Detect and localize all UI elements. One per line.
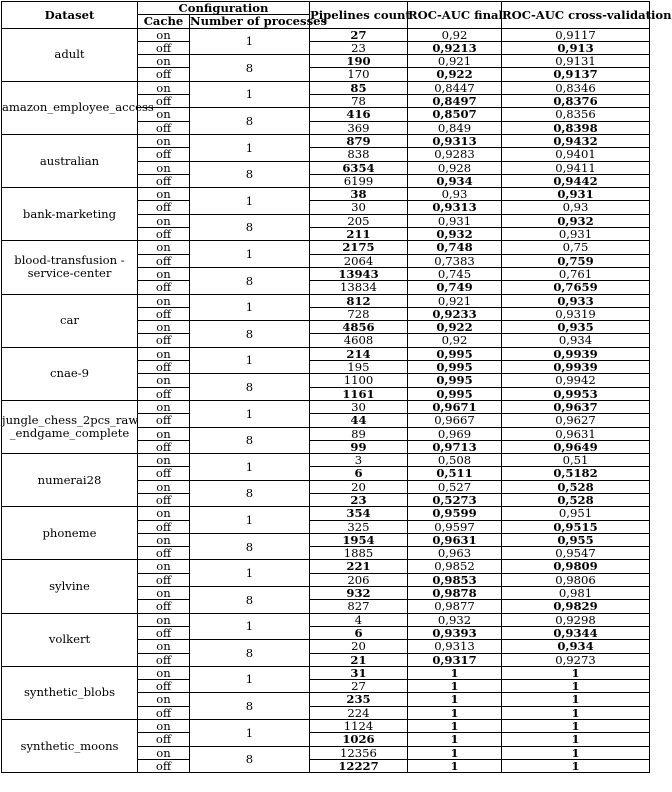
roc-auc-final-cell: 1 bbox=[408, 680, 502, 693]
roc-auc-cv-cell: 0,9953 bbox=[502, 387, 650, 400]
pipelines-count-cell: 13943 bbox=[310, 267, 408, 280]
roc-auc-cv-cell: 0,913 bbox=[502, 41, 650, 54]
roc-auc-cv-cell: 0,9319 bbox=[502, 307, 650, 320]
roc-auc-final-cell: 0,92 bbox=[408, 334, 502, 347]
header-dataset: Dataset bbox=[2, 2, 138, 29]
pipelines-count-cell: 195 bbox=[310, 361, 408, 374]
pipelines-count-cell: 221 bbox=[310, 560, 408, 573]
cache-cell: on bbox=[138, 81, 190, 94]
pipelines-count-cell: 4 bbox=[310, 613, 408, 626]
pipelines-count-cell: 4608 bbox=[310, 334, 408, 347]
pipelines-count-cell: 6 bbox=[310, 467, 408, 480]
pipelines-count-cell: 78 bbox=[310, 95, 408, 108]
cache-cell: off bbox=[138, 467, 190, 480]
cache-cell: off bbox=[138, 573, 190, 586]
pipelines-count-cell: 170 bbox=[310, 68, 408, 81]
dataset-cell: numerai28 bbox=[2, 454, 138, 507]
roc-auc-final-cell: 0,931 bbox=[408, 214, 502, 227]
pipelines-count-cell: 23 bbox=[310, 41, 408, 54]
pipelines-count-cell: 838 bbox=[310, 148, 408, 161]
cache-cell: off bbox=[138, 387, 190, 400]
roc-auc-final-cell: 0,921 bbox=[408, 55, 502, 68]
header-row bbox=[2, 2, 650, 15]
num-processes-cell: 1 bbox=[190, 294, 310, 321]
num-processes-cell: 1 bbox=[190, 134, 310, 161]
roc-auc-final-cell: 0,9671 bbox=[408, 400, 502, 413]
pipelines-count-cell: 6199 bbox=[310, 174, 408, 187]
roc-auc-final-cell: 0,8447 bbox=[408, 81, 502, 94]
roc-auc-final-cell: 0,934 bbox=[408, 174, 502, 187]
num-processes-cell: 1 bbox=[190, 347, 310, 374]
cache-cell: on bbox=[138, 720, 190, 733]
table-row bbox=[2, 347, 650, 360]
roc-auc-final-cell: 1 bbox=[408, 759, 502, 772]
roc-auc-cv-cell: 0,935 bbox=[502, 321, 650, 334]
roc-auc-final-cell: 0,527 bbox=[408, 480, 502, 493]
roc-auc-cv-cell: 1 bbox=[502, 666, 650, 679]
pipelines-count-cell: 30 bbox=[310, 400, 408, 413]
cache-cell: on bbox=[138, 427, 190, 440]
pipelines-count-cell: 6354 bbox=[310, 161, 408, 174]
cache-cell: on bbox=[138, 666, 190, 679]
roc-auc-cv-cell: 0,761 bbox=[502, 267, 650, 280]
roc-auc-final-cell: 0,9877 bbox=[408, 600, 502, 613]
cache-cell: on bbox=[138, 693, 190, 706]
cache-cell: on bbox=[138, 374, 190, 387]
pipelines-count-cell: 38 bbox=[310, 188, 408, 201]
cache-cell: on bbox=[138, 347, 190, 360]
num-processes-cell: 1 bbox=[190, 720, 310, 747]
roc-auc-cv-cell: 1 bbox=[502, 733, 650, 746]
header-pipelines-count: Pipelines count bbox=[310, 2, 408, 29]
table-row bbox=[2, 666, 650, 679]
num-processes-cell: 1 bbox=[190, 560, 310, 587]
header-roc-auc-cv: ROC-AUC cross-validation bbox=[502, 2, 650, 29]
roc-auc-final-cell: 0,849 bbox=[408, 121, 502, 134]
dataset-cell: sylvine bbox=[2, 560, 138, 613]
roc-auc-cv-cell: 1 bbox=[502, 693, 650, 706]
cache-cell: off bbox=[138, 121, 190, 134]
pipelines-count-cell: 20 bbox=[310, 640, 408, 653]
roc-auc-final-cell: 0,7383 bbox=[408, 254, 502, 267]
results-table bbox=[1, 1, 672, 773]
pipelines-count-cell: 206 bbox=[310, 573, 408, 586]
dataset-cell: jungle_chess_2pcs_raw _endgame_complete bbox=[2, 400, 138, 453]
header-num-processes: Number of processes bbox=[190, 14, 328, 29]
cache-cell: off bbox=[138, 68, 190, 81]
roc-auc-cv-cell: 1 bbox=[502, 680, 650, 693]
roc-auc-cv-cell: 0,9131 bbox=[502, 55, 650, 68]
cache-cell: off bbox=[138, 706, 190, 719]
roc-auc-cv-cell: 0,75 bbox=[502, 241, 650, 254]
roc-auc-final-cell: 1 bbox=[408, 693, 502, 706]
cache-cell: on bbox=[138, 640, 190, 653]
roc-auc-final-cell: 0,921 bbox=[408, 294, 502, 307]
pipelines-count-cell: 12356 bbox=[310, 746, 408, 759]
cache-cell: off bbox=[138, 41, 190, 54]
roc-auc-cv-cell: 0,5182 bbox=[502, 467, 650, 480]
roc-auc-cv-cell: 0,528 bbox=[502, 480, 650, 493]
num-processes-cell: 1 bbox=[190, 188, 310, 215]
pipelines-count-cell: 416 bbox=[310, 108, 408, 121]
roc-auc-cv-cell: 0,9137 bbox=[502, 68, 650, 81]
num-processes-cell: 1 bbox=[190, 507, 310, 534]
roc-auc-cv-cell: 1 bbox=[502, 759, 650, 772]
roc-auc-cv-cell: 0,8346 bbox=[502, 81, 650, 94]
dataset-cell: bank-marketing bbox=[2, 188, 138, 241]
num-processes-cell: 8 bbox=[190, 321, 310, 348]
pipelines-count-cell: 85 bbox=[310, 81, 408, 94]
num-processes-cell: 8 bbox=[190, 214, 310, 241]
roc-auc-final-cell: 0,9713 bbox=[408, 440, 502, 453]
pipelines-count-cell: 21 bbox=[310, 653, 408, 666]
cache-cell: off bbox=[138, 281, 190, 294]
dataset-cell: phoneme bbox=[2, 507, 138, 560]
cache-cell: on bbox=[138, 188, 190, 201]
table-row bbox=[2, 81, 650, 94]
roc-auc-cv-cell: 0,9401 bbox=[502, 148, 650, 161]
roc-auc-final-cell: 0,995 bbox=[408, 374, 502, 387]
roc-auc-final-cell: 0,995 bbox=[408, 347, 502, 360]
cache-cell: off bbox=[138, 361, 190, 374]
roc-auc-cv-cell: 0,931 bbox=[502, 228, 650, 241]
roc-auc-final-cell: 0,9317 bbox=[408, 653, 502, 666]
pipelines-count-cell: 89 bbox=[310, 427, 408, 440]
roc-auc-final-cell: 0,995 bbox=[408, 387, 502, 400]
roc-auc-cv-cell: 0,51 bbox=[502, 454, 650, 467]
roc-auc-final-cell: 0,511 bbox=[408, 467, 502, 480]
cache-cell: off bbox=[138, 653, 190, 666]
cache-cell: off bbox=[138, 148, 190, 161]
pipelines-count-cell: 1885 bbox=[310, 547, 408, 560]
dataset-cell: synthetic_blobs bbox=[2, 666, 138, 719]
cache-cell: on bbox=[138, 321, 190, 334]
roc-auc-cv-cell: 0,981 bbox=[502, 587, 650, 600]
num-processes-cell: 8 bbox=[190, 587, 310, 614]
pipelines-count-cell: 812 bbox=[310, 294, 408, 307]
cache-cell: on bbox=[138, 214, 190, 227]
roc-auc-cv-cell: 0,951 bbox=[502, 507, 650, 520]
pipelines-count-cell: 27 bbox=[310, 680, 408, 693]
pipelines-count-cell: 1161 bbox=[310, 387, 408, 400]
cache-cell: on bbox=[138, 241, 190, 254]
cache-cell: on bbox=[138, 613, 190, 626]
cache-cell: on bbox=[138, 55, 190, 68]
cache-cell: off bbox=[138, 254, 190, 267]
num-processes-cell: 8 bbox=[190, 267, 310, 294]
roc-auc-cv-cell: 0,9627 bbox=[502, 414, 650, 427]
num-processes-cell: 8 bbox=[190, 480, 310, 507]
pipelines-count-cell: 354 bbox=[310, 507, 408, 520]
num-processes-cell: 1 bbox=[190, 613, 310, 640]
roc-auc-final-cell: 0,9667 bbox=[408, 414, 502, 427]
dataset-cell: cnae-9 bbox=[2, 347, 138, 400]
table-row bbox=[2, 613, 650, 626]
roc-auc-final-cell: 0,928 bbox=[408, 161, 502, 174]
dataset-cell: car bbox=[2, 294, 138, 347]
roc-auc-final-cell: 1 bbox=[408, 733, 502, 746]
cache-cell: on bbox=[138, 294, 190, 307]
cache-cell: off bbox=[138, 414, 190, 427]
roc-auc-cv-cell: 0,93 bbox=[502, 201, 650, 214]
roc-auc-final-cell: 0,932 bbox=[408, 613, 502, 626]
num-processes-cell: 1 bbox=[190, 454, 310, 481]
table-row bbox=[2, 720, 650, 733]
pipelines-count-cell: 2175 bbox=[310, 241, 408, 254]
roc-auc-final-cell: 0,9313 bbox=[408, 201, 502, 214]
num-processes-cell: 8 bbox=[190, 55, 310, 82]
header-roc-auc-final: ROC-AUC final bbox=[408, 2, 502, 29]
pipelines-count-cell: 13834 bbox=[310, 281, 408, 294]
roc-auc-final-cell: 1 bbox=[408, 720, 502, 733]
pipelines-count-cell: 235 bbox=[310, 693, 408, 706]
roc-auc-cv-cell: 0,9649 bbox=[502, 440, 650, 453]
roc-auc-final-cell: 0,922 bbox=[408, 321, 502, 334]
pipelines-count-cell: 932 bbox=[310, 587, 408, 600]
dataset-cell: volkert bbox=[2, 613, 138, 666]
roc-auc-cv-cell: 0,7659 bbox=[502, 281, 650, 294]
cache-cell: on bbox=[138, 454, 190, 467]
roc-auc-cv-cell: 0,528 bbox=[502, 493, 650, 506]
dataset-cell: synthetic_moons bbox=[2, 720, 138, 773]
pipelines-count-cell: 27 bbox=[310, 28, 408, 41]
roc-auc-cv-cell: 0,931 bbox=[502, 188, 650, 201]
pipelines-count-cell: 99 bbox=[310, 440, 408, 453]
cache-cell: off bbox=[138, 520, 190, 533]
roc-auc-cv-cell: 0,8398 bbox=[502, 121, 650, 134]
pipelines-count-cell: 30 bbox=[310, 201, 408, 214]
roc-auc-cv-cell: 0,9273 bbox=[502, 653, 650, 666]
table-row bbox=[2, 560, 650, 573]
pipelines-count-cell: 3 bbox=[310, 454, 408, 467]
pipelines-count-cell: 20 bbox=[310, 480, 408, 493]
roc-auc-final-cell: 0,969 bbox=[408, 427, 502, 440]
cache-cell: on bbox=[138, 267, 190, 280]
roc-auc-cv-cell: 0,9939 bbox=[502, 361, 650, 374]
roc-auc-final-cell: 0,9853 bbox=[408, 573, 502, 586]
cache-cell: off bbox=[138, 547, 190, 560]
roc-auc-final-cell: 0,9599 bbox=[408, 507, 502, 520]
table-row bbox=[2, 507, 650, 520]
roc-auc-cv-cell: 0,9637 bbox=[502, 400, 650, 413]
roc-auc-final-cell: 0,9878 bbox=[408, 587, 502, 600]
cache-cell: on bbox=[138, 161, 190, 174]
table-row bbox=[2, 28, 650, 41]
roc-auc-cv-cell: 0,9411 bbox=[502, 161, 650, 174]
pipelines-count-cell: 44 bbox=[310, 414, 408, 427]
roc-auc-final-cell: 1 bbox=[408, 666, 502, 679]
roc-auc-cv-cell: 0,9829 bbox=[502, 600, 650, 613]
roc-auc-final-cell: 0,9597 bbox=[408, 520, 502, 533]
results-table-container bbox=[1, 1, 672, 773]
num-processes-cell: 1 bbox=[190, 28, 310, 55]
roc-auc-cv-cell: 0,9442 bbox=[502, 174, 650, 187]
roc-auc-final-cell: 0,963 bbox=[408, 547, 502, 560]
pipelines-count-cell: 190 bbox=[310, 55, 408, 68]
pipelines-count-cell: 1124 bbox=[310, 720, 408, 733]
roc-auc-final-cell: 0,8507 bbox=[408, 108, 502, 121]
cache-cell: off bbox=[138, 759, 190, 772]
cache-cell: off bbox=[138, 95, 190, 108]
roc-auc-final-cell: 0,932 bbox=[408, 228, 502, 241]
roc-auc-cv-cell: 0,9298 bbox=[502, 613, 650, 626]
num-processes-cell: 8 bbox=[190, 533, 310, 560]
roc-auc-cv-cell: 0,9939 bbox=[502, 347, 650, 360]
roc-auc-cv-cell: 0,955 bbox=[502, 533, 650, 546]
roc-auc-cv-cell: 0,9942 bbox=[502, 374, 650, 387]
roc-auc-final-cell: 0,5273 bbox=[408, 493, 502, 506]
num-processes-cell: 8 bbox=[190, 693, 310, 720]
num-processes-cell: 1 bbox=[190, 81, 310, 108]
roc-auc-cv-cell: 1 bbox=[502, 706, 650, 719]
num-processes-cell: 1 bbox=[190, 241, 310, 268]
pipelines-count-cell: 31 bbox=[310, 666, 408, 679]
cache-cell: on bbox=[138, 108, 190, 121]
pipelines-count-cell: 2064 bbox=[310, 254, 408, 267]
roc-auc-cv-cell: 0,8376 bbox=[502, 95, 650, 108]
roc-auc-final-cell: 0,508 bbox=[408, 454, 502, 467]
table-row bbox=[2, 400, 650, 413]
roc-auc-cv-cell: 0,9631 bbox=[502, 427, 650, 440]
roc-auc-cv-cell: 0,9432 bbox=[502, 134, 650, 147]
roc-auc-cv-cell: 0,932 bbox=[502, 214, 650, 227]
roc-auc-final-cell: 0,995 bbox=[408, 361, 502, 374]
roc-auc-cv-cell: 0,934 bbox=[502, 640, 650, 653]
cache-cell: on bbox=[138, 746, 190, 759]
num-processes-cell: 8 bbox=[190, 374, 310, 401]
roc-auc-final-cell: 0,9283 bbox=[408, 148, 502, 161]
header-configuration: Configuration bbox=[138, 2, 310, 15]
cache-cell: off bbox=[138, 201, 190, 214]
pipelines-count-cell: 211 bbox=[310, 228, 408, 241]
cache-cell: on bbox=[138, 400, 190, 413]
roc-auc-final-cell: 0,749 bbox=[408, 281, 502, 294]
num-processes-cell: 8 bbox=[190, 108, 310, 135]
pipelines-count-cell: 325 bbox=[310, 520, 408, 533]
num-processes-cell: 8 bbox=[190, 161, 310, 188]
roc-auc-cv-cell: 1 bbox=[502, 720, 650, 733]
pipelines-count-cell: 369 bbox=[310, 121, 408, 134]
roc-auc-final-cell: 0,9313 bbox=[408, 134, 502, 147]
roc-auc-final-cell: 0,9852 bbox=[408, 560, 502, 573]
dataset-cell: amazon_employee_access bbox=[2, 81, 138, 134]
pipelines-count-cell: 827 bbox=[310, 600, 408, 613]
cache-cell: off bbox=[138, 680, 190, 693]
roc-auc-final-cell: 0,9631 bbox=[408, 533, 502, 546]
roc-auc-final-cell: 0,93 bbox=[408, 188, 502, 201]
pipelines-count-cell: 879 bbox=[310, 134, 408, 147]
roc-auc-final-cell: 0,9213 bbox=[408, 41, 502, 54]
cache-cell: on bbox=[138, 134, 190, 147]
roc-auc-cv-cell: 0,9547 bbox=[502, 547, 650, 560]
roc-auc-final-cell: 0,9393 bbox=[408, 626, 502, 639]
pipelines-count-cell: 23 bbox=[310, 493, 408, 506]
roc-auc-final-cell: 0,8497 bbox=[408, 95, 502, 108]
roc-auc-cv-cell: 0,8356 bbox=[502, 108, 650, 121]
cache-cell: off bbox=[138, 174, 190, 187]
table-row bbox=[2, 454, 650, 467]
pipelines-count-cell: 1954 bbox=[310, 533, 408, 546]
pipelines-count-cell: 205 bbox=[310, 214, 408, 227]
pipelines-count-cell: 4856 bbox=[310, 321, 408, 334]
cache-cell: off bbox=[138, 600, 190, 613]
roc-auc-final-cell: 1 bbox=[408, 746, 502, 759]
pipelines-count-cell: 224 bbox=[310, 706, 408, 719]
dataset-cell: australian bbox=[2, 134, 138, 187]
num-processes-cell: 1 bbox=[190, 400, 310, 427]
table-row bbox=[2, 294, 650, 307]
pipelines-count-cell: 1026 bbox=[310, 733, 408, 746]
cache-cell: on bbox=[138, 507, 190, 520]
roc-auc-final-cell: 0,748 bbox=[408, 241, 502, 254]
num-processes-cell: 8 bbox=[190, 746, 310, 773]
roc-auc-cv-cell: 0,9515 bbox=[502, 520, 650, 533]
cache-cell: off bbox=[138, 440, 190, 453]
roc-auc-cv-cell: 0,934 bbox=[502, 334, 650, 347]
roc-auc-cv-cell: 0,9344 bbox=[502, 626, 650, 639]
cache-cell: on bbox=[138, 28, 190, 41]
roc-auc-cv-cell: 0,759 bbox=[502, 254, 650, 267]
cache-cell: off bbox=[138, 493, 190, 506]
cache-cell: on bbox=[138, 533, 190, 546]
cache-cell: off bbox=[138, 334, 190, 347]
cache-cell: on bbox=[138, 587, 190, 600]
roc-auc-final-cell: 0,9233 bbox=[408, 307, 502, 320]
pipelines-count-cell: 12227 bbox=[310, 759, 408, 772]
roc-auc-cv-cell: 1 bbox=[502, 746, 650, 759]
pipelines-count-cell: 728 bbox=[310, 307, 408, 320]
roc-auc-final-cell: 0,92 bbox=[408, 28, 502, 41]
pipelines-count-cell: 1100 bbox=[310, 374, 408, 387]
header-cache: Cache bbox=[138, 15, 190, 28]
roc-auc-final-cell: 0,9313 bbox=[408, 640, 502, 653]
cache-cell: on bbox=[138, 480, 190, 493]
roc-auc-final-cell: 1 bbox=[408, 706, 502, 719]
roc-auc-cv-cell: 0,933 bbox=[502, 294, 650, 307]
roc-auc-cv-cell: 0,9806 bbox=[502, 573, 650, 586]
num-processes-cell: 8 bbox=[190, 640, 310, 667]
dataset-cell: adult bbox=[2, 28, 138, 81]
table-row bbox=[2, 134, 650, 147]
dataset-cell: blood-transfusion -service-center bbox=[2, 241, 138, 294]
roc-auc-cv-cell: 0,9117 bbox=[502, 28, 650, 41]
pipelines-count-cell: 6 bbox=[310, 626, 408, 639]
pipelines-count-cell: 214 bbox=[310, 347, 408, 360]
roc-auc-cv-cell: 0,9809 bbox=[502, 560, 650, 573]
cache-cell: on bbox=[138, 560, 190, 573]
table-row bbox=[2, 188, 650, 201]
table-row bbox=[2, 241, 650, 254]
cache-cell: off bbox=[138, 733, 190, 746]
table-body bbox=[2, 28, 650, 773]
cache-cell: off bbox=[138, 626, 190, 639]
cache-cell: off bbox=[138, 228, 190, 241]
num-processes-cell: 1 bbox=[190, 666, 310, 693]
roc-auc-final-cell: 0,745 bbox=[408, 267, 502, 280]
cache-cell: off bbox=[138, 307, 190, 320]
num-processes-cell: 8 bbox=[190, 427, 310, 454]
roc-auc-final-cell: 0,922 bbox=[408, 68, 502, 81]
